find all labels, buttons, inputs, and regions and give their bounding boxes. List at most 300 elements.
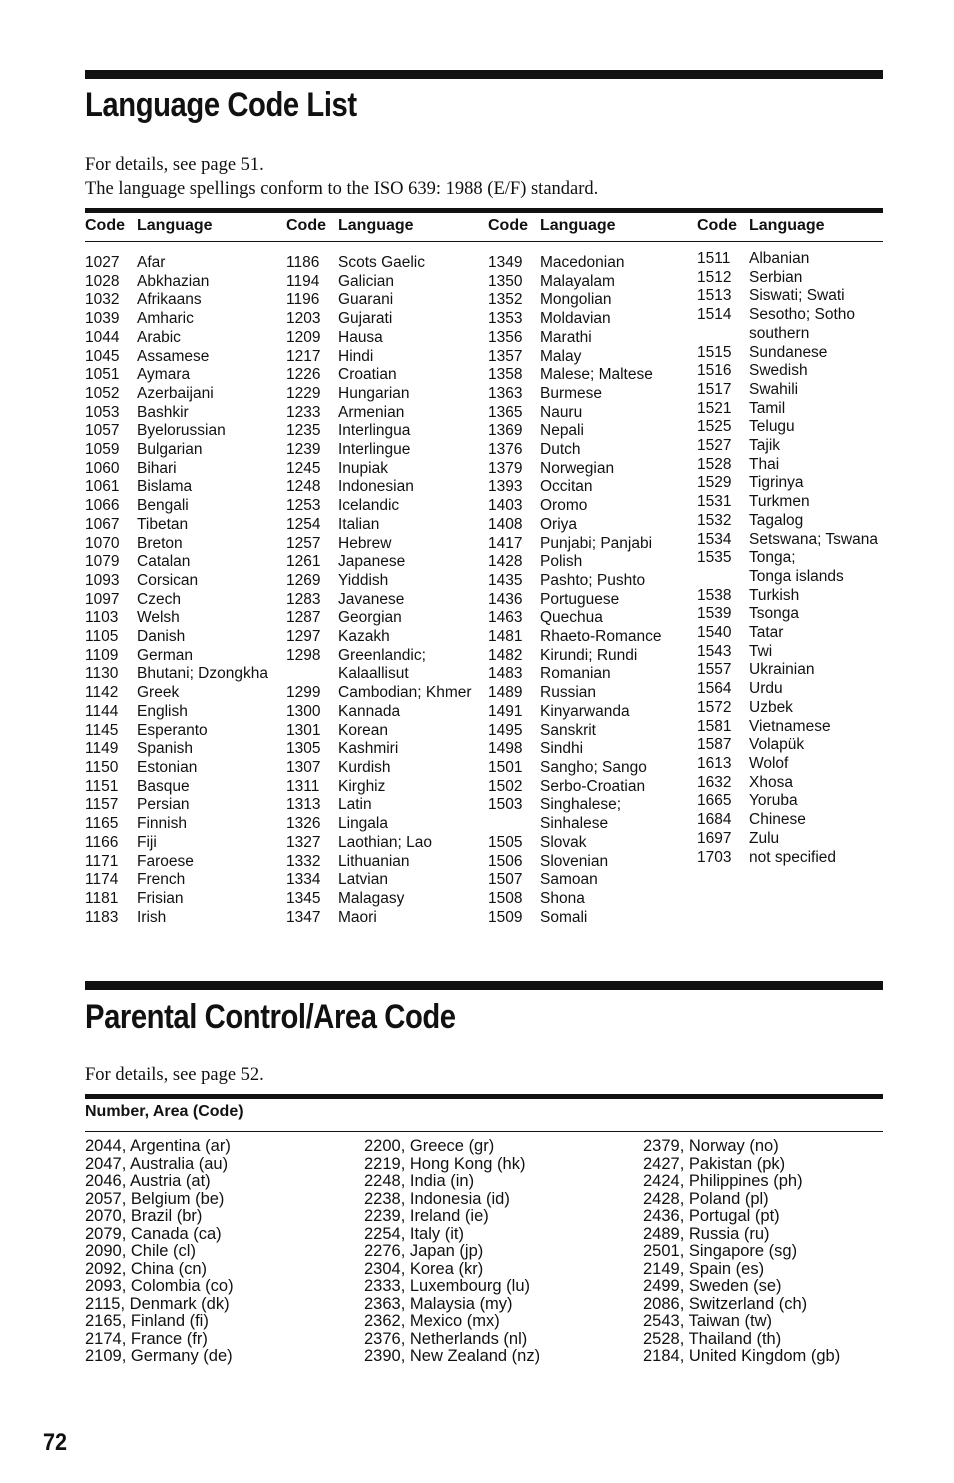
language-row [488,535,661,554]
area-code-entry: 2427, Pakistan (pk) [643,1154,786,1173]
language-code: 1376 [488,441,523,459]
area-code-entry: 2248, India (in) [364,1172,475,1190]
language-code: 1235 [286,422,321,440]
language-name: Swahili [749,380,799,398]
language-code: 1149 [85,740,119,758]
language-code: 1157 [85,796,119,814]
language-name: Chinese [749,811,806,829]
language-name: Icelandic [338,497,400,515]
language-row [85,871,268,890]
language-row [85,441,268,460]
area-code-entry: 2390, New Zealand (nz) [364,1347,541,1365]
language-row [85,348,268,367]
language-code: 1313 [286,796,321,814]
language-name: Malese; Maltese [540,366,653,384]
language-code: 1514 [697,306,732,324]
language-row [286,759,472,778]
language-name: Lithuanian [338,852,410,870]
language-row [697,849,878,868]
language-row [488,853,661,872]
language-code: 1327 [286,833,321,851]
area-code-entry: 2489, Russia (ru) [643,1224,770,1243]
language-row [286,647,472,666]
language-name: Tibetan [137,515,189,533]
language-row [85,497,268,516]
header-language: Language [749,217,825,234]
language-table-header-2 [286,217,414,235]
language-code: 1130 [85,665,119,683]
language-row [286,422,472,441]
area-code-entry: 2376, Netherlands (nl) [364,1329,528,1348]
language-table-header-3 [488,217,616,235]
language-row [697,362,878,381]
language-row [697,437,878,456]
language-row [286,329,472,348]
language-name: Pashto; Pushto [540,571,646,589]
language-name: Abkhazian [137,272,210,290]
language-row [488,366,661,385]
language-row [488,684,661,703]
area-table-rule-top [85,1094,883,1099]
language-row [697,680,878,699]
language-row [488,647,661,666]
language-row [488,628,661,647]
language-code: 1534 [697,530,732,548]
language-row [85,890,268,909]
language-name: Samoan [540,871,598,889]
language-code: 1183 [85,908,119,926]
language-code: 1369 [488,422,523,440]
language-name: Italian [338,515,380,533]
area-code-entry: 2501, Singapore (sg) [643,1242,798,1260]
language-code: 1393 [488,478,523,496]
language-row [286,291,472,310]
language-code: 1417 [488,534,523,552]
language-code: 1245 [286,459,321,477]
language-row [85,572,268,591]
language-column-1 [85,254,268,927]
language-row [286,740,472,759]
language-table-rule-top [85,208,883,213]
language-code: 1498 [488,740,523,758]
language-code: 1229 [286,384,321,402]
header-code: Code [286,217,326,234]
area-code-entry: 2044, Argentina (ar) [85,1137,231,1155]
language-name: Dutch [540,441,581,459]
language-row [488,834,661,853]
language-name: Cambodian; Khmer [338,684,472,702]
language-code: 1532 [697,511,732,529]
language-name: Amharic [137,310,194,328]
language-code: 1097 [85,590,120,608]
language-code: 1564 [697,680,732,698]
area-code-entry: 2428, Poland (pl) [643,1189,769,1208]
language-name: German [137,646,193,664]
language-name: Quechua [540,609,603,627]
language-code: 1203 [286,310,321,328]
language-row-continuation [488,815,661,834]
language-intro-details: For details, see page 51. [85,155,264,175]
language-name: Yoruba [749,792,798,810]
language-row [697,474,878,493]
language-code: 1501 [488,758,523,776]
language-name: Malagasy [338,889,405,907]
language-row [85,759,268,778]
area-code-entry: 2276, Japan (jp) [364,1242,484,1260]
language-name: Sangho; Sango [540,758,647,776]
language-code: 1144 [85,702,119,720]
language-code: 1350 [488,272,523,290]
language-code: 1428 [488,553,523,571]
language-name: Oromo [540,497,588,515]
language-name: southern [749,324,810,342]
language-name: Assamese [137,347,210,365]
language-name: Hungarian [338,384,410,402]
language-code: 1528 [697,455,732,473]
language-row [697,512,878,531]
language-code: 1543 [697,642,732,660]
language-code: 1283 [286,590,321,608]
language-row [488,909,661,928]
language-name: Korean [338,721,388,739]
language-name: Siswati; Swati [749,287,845,305]
language-row [488,254,661,273]
language-name: Singhalese; [540,796,622,814]
language-code: 1352 [488,291,523,309]
language-name: Frisian [137,889,184,907]
language-row [697,418,878,437]
area-code-entry: 2379, Norway (no) [643,1137,779,1155]
language-row [697,643,878,662]
language-code: 1507 [488,871,523,889]
language-code: 1053 [85,403,120,421]
language-row [697,531,878,550]
language-row [286,254,472,273]
language-code: 1109 [85,646,119,664]
language-row [697,493,878,512]
language-code: 1408 [488,515,523,533]
language-name: Bengali [137,497,189,515]
language-code: 1297 [286,628,321,646]
language-row [85,478,268,497]
language-name: Somali [540,908,588,926]
language-name: Mongolian [540,291,612,309]
language-name: Inupiak [338,459,388,477]
language-row [697,774,878,793]
language-name: Breton [137,534,183,552]
language-code: 1196 [286,291,320,309]
language-name: Danish [137,628,186,646]
language-name: Esperanto [137,721,208,739]
language-code: 1093 [85,571,120,589]
language-code: 1435 [488,571,523,589]
language-row [286,478,472,497]
language-code: 1174 [85,871,119,889]
language-row [286,703,472,722]
language-row [85,665,268,684]
language-name: Fiji [137,833,157,851]
language-name: French [137,871,186,889]
language-row [697,624,878,643]
language-row [697,811,878,830]
language-row [488,497,661,516]
language-code: 1363 [488,384,523,402]
language-name: Kazakh [338,628,390,646]
language-code: 1347 [286,908,321,926]
language-row [286,684,472,703]
language-code: 1557 [697,661,732,679]
area-code-entry: 2254, Italy (it) [364,1224,464,1243]
language-name: Interlingue [338,441,411,459]
language-code: 1495 [488,721,523,739]
language-row [488,478,661,497]
language-name: Arabic [137,328,181,346]
language-code: 1356 [488,328,523,346]
language-name: Moldavian [540,310,611,328]
language-name: Setswana; Tswana [749,530,878,548]
language-name: Sundanese [749,343,828,361]
area-column-3 [643,1138,840,1366]
language-name: Basque [137,777,190,795]
language-row [488,796,661,815]
language-code: 1194 [286,272,320,290]
language-code: 1066 [85,497,120,515]
language-code: 1301 [286,721,321,739]
language-name: Bulgarian [137,441,203,459]
language-row [85,422,268,441]
language-row [85,291,268,310]
language-code: 1079 [85,553,120,571]
language-name: Corsican [137,571,199,589]
area-code-entry: 2333, Luxembourg (lu) [364,1277,531,1295]
language-code: 1070 [85,534,120,552]
language-table-header-4 [697,217,825,235]
language-row [85,329,268,348]
language-row [697,269,878,288]
language-row [85,273,268,292]
language-column-4 [697,250,878,867]
area-column-2 [364,1138,540,1366]
language-row [286,591,472,610]
language-code: 1045 [85,347,120,365]
language-name: Marathi [540,328,592,346]
language-row [488,740,661,759]
area-code-entry: 2070, Brazil (br) [85,1207,203,1225]
language-code: 1481 [488,628,523,646]
language-code: 1151 [85,777,119,795]
language-name: Kirghiz [338,777,386,795]
language-name: Hausa [338,328,383,346]
language-code: 1300 [286,702,321,720]
language-row [488,703,661,722]
language-row [286,722,472,741]
page-number: 72 [43,1429,68,1456]
language-name: Persian [137,796,190,814]
language-row [488,665,661,684]
language-code: 1436 [488,590,523,608]
language-code: 1257 [286,534,321,552]
language-name: English [137,702,188,720]
language-name: Tajik [749,437,781,455]
language-name: Interlingua [338,422,411,440]
language-name: Armenian [338,403,405,421]
language-name: Bhutani; Dzongkha [137,665,268,683]
language-code: 1345 [286,889,321,907]
area-code-entry: 2424, Philippines (ph) [643,1172,803,1190]
language-name: Sinhalese [540,815,609,833]
language-name: Telugu [749,418,795,436]
language-code: 1503 [488,796,523,814]
language-row-continuation [697,568,878,587]
language-name: Tonga; [749,549,796,567]
language-row [286,497,472,516]
language-code: 1052 [85,384,120,402]
language-name: Japanese [338,553,406,571]
language-name: Byelorussian [137,422,226,440]
language-row [488,310,661,329]
header-code: Code [85,217,125,234]
language-code: 1512 [697,268,732,286]
language-name: Kannada [338,702,401,720]
language-code: 1209 [286,328,321,346]
language-row [697,830,878,849]
language-name: Tigrinya [749,474,804,492]
language-code: 1357 [488,347,523,365]
language-code: 1517 [697,380,732,398]
language-row [286,890,472,909]
language-name: Swedish [749,362,808,380]
language-code: 1305 [286,740,321,758]
language-name: Estonian [137,758,198,776]
language-row [286,778,472,797]
language-name: Indonesian [338,478,414,496]
language-row [85,703,268,722]
area-code-entry: 2165, Finland (fi) [85,1312,209,1330]
language-code: 1253 [286,497,321,515]
language-code: 1239 [286,441,321,459]
language-code: 1539 [697,605,732,623]
language-row [85,516,268,535]
language-name: Volapük [749,736,805,754]
language-row [488,385,661,404]
language-code: 1165 [85,815,119,833]
language-row [286,366,472,385]
header-code: Code [488,217,528,234]
language-code: 1463 [488,609,523,627]
language-row [85,628,268,647]
language-section-title: Language Code List [85,86,357,124]
language-row [85,553,268,572]
language-row [286,609,472,628]
language-row [286,273,472,292]
language-row [488,778,661,797]
language-code: 1307 [286,758,321,776]
area-code-entry: 2362, Mexico (mx) [364,1312,500,1330]
area-code-entry: 2047, Australia (au) [85,1154,229,1173]
language-row [286,553,472,572]
language-code: 1061 [85,478,120,496]
language-name: Rhaeto-Romance [540,628,662,646]
language-row [286,628,472,647]
language-row [85,796,268,815]
language-code: 1334 [286,871,321,889]
language-code: 1044 [85,328,120,346]
language-row [697,306,878,325]
language-row [85,647,268,666]
language-code: 1531 [697,493,732,511]
language-name: Afar [137,254,166,271]
language-row [697,587,878,606]
language-code: 1581 [697,717,732,735]
language-row [286,404,472,423]
language-name: Sanskrit [540,721,596,739]
language-name: Albanian [749,250,810,267]
language-intro-standard: The language spellings conform to the ISO 639: 1988 (E/F) standard. [85,179,599,199]
parental-section-title: Parental Control/Area Code [85,998,456,1036]
language-code: 1587 [697,736,732,754]
language-code: 1525 [697,418,732,436]
language-code: 1489 [488,684,523,702]
language-code: 1572 [697,698,732,716]
language-name: Serbo-Croatian [540,777,646,795]
language-code: 1535 [697,549,732,567]
language-code: 1509 [488,908,523,926]
language-code: 1516 [697,362,732,380]
header-code: Code [697,217,737,234]
language-name: Tsonga [749,605,799,623]
language-code: 1332 [286,852,321,870]
language-code: 1217 [286,347,321,365]
language-code: 1248 [286,478,321,496]
language-row [286,441,472,460]
language-row [697,718,878,737]
language-column-3 [488,254,661,927]
language-code: 1491 [488,702,523,720]
language-name: Kinyarwanda [540,702,630,720]
language-row [286,348,472,367]
language-name: Tonga islands [749,567,844,585]
language-code: 1261 [286,553,321,571]
area-code-entry: 2184, United Kingdom (gb) [643,1347,841,1365]
language-code: 1538 [697,586,732,604]
language-row [488,516,661,535]
language-name: Azerbaijani [137,384,214,402]
language-name: Nauru [540,403,583,421]
language-row [286,796,472,815]
language-name: Irish [137,908,167,926]
language-name: Twi [749,642,773,660]
language-code: 1254 [286,515,321,533]
area-code-entry: 2093, Colombia (co) [85,1277,234,1295]
language-row [488,722,661,741]
language-code: 1032 [85,291,120,309]
language-name: Kashmiri [338,740,399,758]
language-row [286,572,472,591]
language-row [488,609,661,628]
area-code-entry: 2174, France (fr) [85,1329,208,1348]
language-code: 1067 [85,515,120,533]
language-row [488,460,661,479]
language-row [85,591,268,610]
language-name: Xhosa [749,773,793,791]
language-name: Bihari [137,459,177,477]
language-code: 1613 [697,754,732,772]
language-row [488,273,661,292]
language-code: 1502 [488,777,523,795]
language-name: Welsh [137,609,180,627]
language-row [85,404,268,423]
language-code: 1171 [85,852,119,870]
